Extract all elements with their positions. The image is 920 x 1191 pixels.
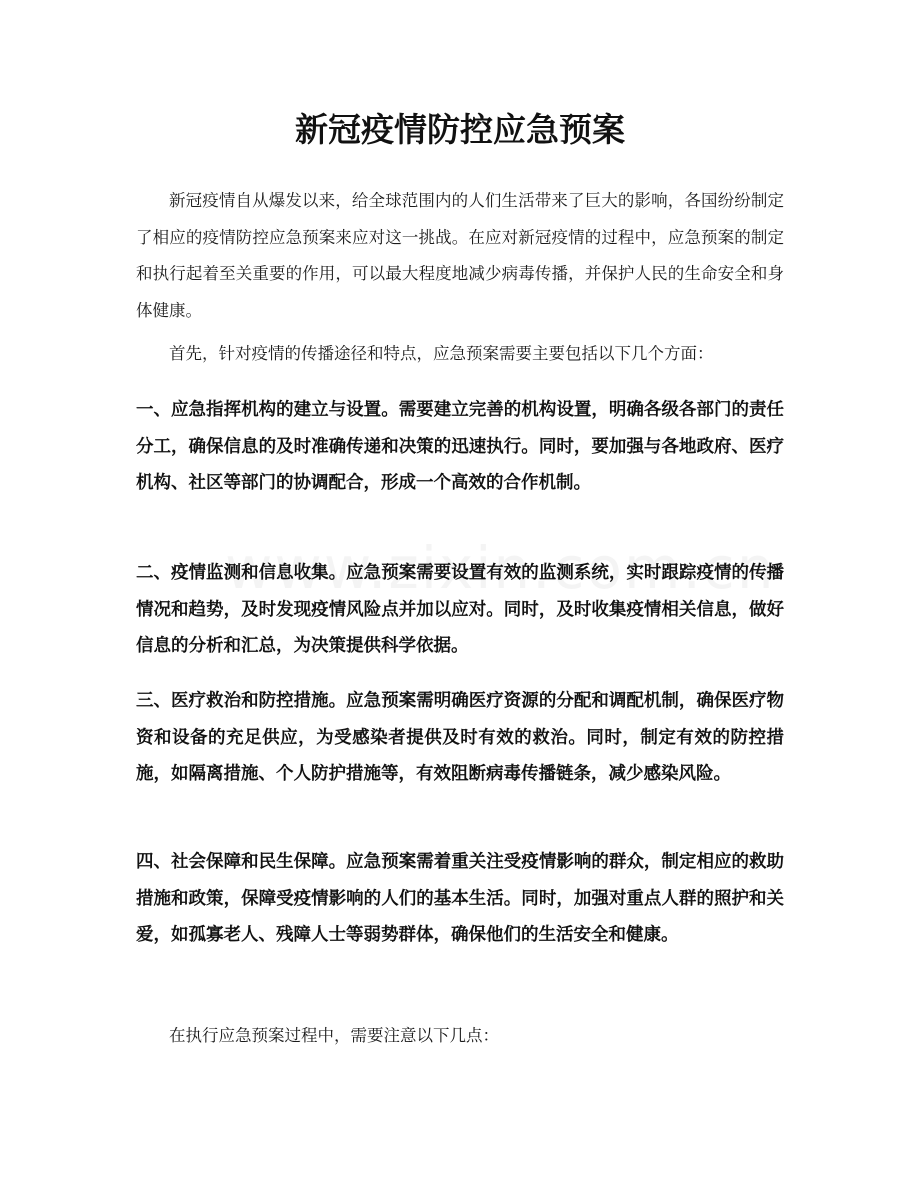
- section-command-structure: 一、应急指挥机构的建立与设置。需要建立完善的机构设置，明确各级各部门的责任分工，确保信息的及时准确传递和决策的迅速执行。同时，要加强与各地政府、医疗机构、社区等部门的协调配合，形成一个高效的合作机制。: [136, 400, 784, 493]
- closing-paragraph: 在执行应急预案过程中，需要注意以下几点：: [169, 1026, 499, 1045]
- section-medical-treatment: 三、医疗救治和防控措施。应急预案需明确医疗资源的分配和调配机制，确保医疗物资和设备的充足供应，为受感染者提供及时有效的救治。同时，制定有效的防控措施，如隔离措施、个人防护措施等，有效阻断病毒传播链条，减少感染风险。: [136, 691, 784, 784]
- document-title: 新冠疫情防控应急预案: [295, 110, 625, 149]
- section-social-security: 四、社会保障和民生保障。应急预案需着重关注受疫情影响的群众，制定相应的救助措施和政策，保障受疫情影响的人们的基本生活。同时，加强对重点人群的照护和关爱，如孤寡老人、残障人士等弱势群体，确保他们的生活安全和健康。: [136, 852, 784, 945]
- section-monitoring: 二、疫情监测和信息收集。应急预案需要设置有效的监测系统，实时跟踪疫情的传播情况和趋势，及时发现疫情风险点并加以应对。同时，及时收集疫情相关信息，做好信息的分析和汇总，为决策提供科学依据。: [136, 563, 784, 656]
- intro-paragraph: 新冠疫情自从爆发以来，给全球范围内的人们生活带来了巨大的影响，各国纷纷制定了相应的疫情防控应急预案来应对这一挑战。在应对新冠疫情的过程中，应急预案的制定和执行起着至关重要的作用，可以最大程度地减少病毒传播，并保护人民的生命安全和身体健康。: [136, 191, 784, 320]
- lead-paragraph: 首先，针对疫情的传播途径和特点，应急预案需要主要包括以下几个方面：: [169, 344, 714, 363]
